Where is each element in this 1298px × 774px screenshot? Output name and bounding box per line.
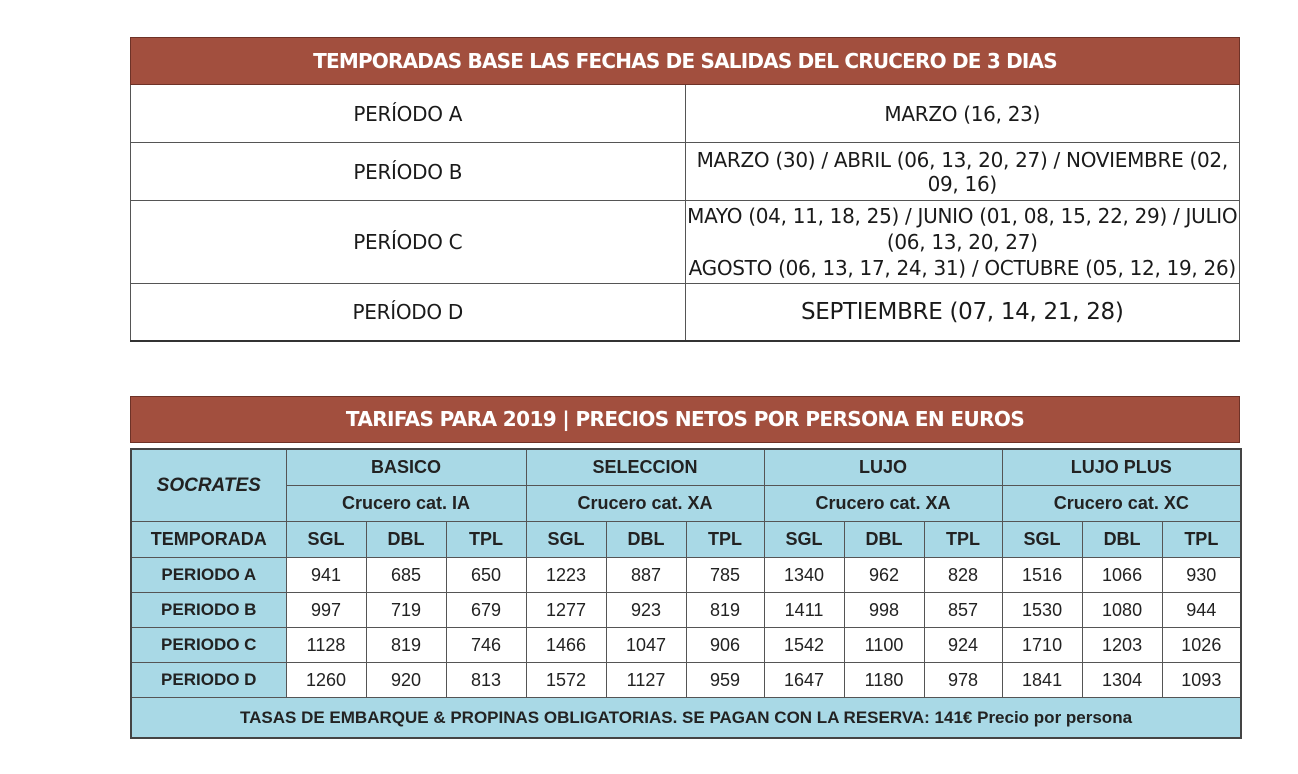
rate-value: 1516 bbox=[1002, 558, 1082, 593]
rate-value: 978 bbox=[924, 663, 1002, 698]
season-column-header: TEMPORADA bbox=[131, 522, 286, 558]
category-name: SELECCION bbox=[526, 449, 764, 486]
rate-value: 924 bbox=[924, 628, 1002, 663]
occupancy-header: SGL bbox=[526, 522, 606, 558]
rate-period: PERIODO A bbox=[131, 558, 286, 593]
hotel-label: SOCRATES bbox=[131, 449, 286, 522]
occupancy-header: SGL bbox=[764, 522, 844, 558]
rate-row bbox=[131, 558, 1241, 593]
rate-value: 1710 bbox=[1002, 628, 1082, 663]
season-row bbox=[131, 284, 1240, 342]
occupancy-header: SGL bbox=[1002, 522, 1082, 558]
rate-row bbox=[131, 628, 1241, 663]
rate-value: 1128 bbox=[286, 628, 366, 663]
rate-value: 930 bbox=[1162, 558, 1241, 593]
rate-value: 1304 bbox=[1082, 663, 1162, 698]
rates-footer-note: TASAS DE EMBARQUE & PROPINAS OBLIGATORIAS. SE PAGAN CON LA RESERVA: 141€ Precio por persona bbox=[131, 698, 1241, 739]
rate-row bbox=[131, 593, 1241, 628]
season-dates-line: MAYO (04, 11, 18, 25) / JUNIO (01, 08, 15, 22, 29) / JULIO (06, 13, 20, 27) bbox=[687, 204, 1238, 254]
rate-value: 1277 bbox=[526, 593, 606, 628]
season-dates: MARZO (30) / ABRIL (06, 13, 20, 27) / NOVIEMBRE (02, 09, 16) bbox=[685, 143, 1240, 201]
occupancy-header: TPL bbox=[1162, 522, 1241, 558]
occupancy-header: DBL bbox=[844, 522, 924, 558]
rate-value: 1841 bbox=[1002, 663, 1082, 698]
category-cabin: Crucero cat. XC bbox=[1002, 486, 1241, 522]
occupancy-header: SGL bbox=[286, 522, 366, 558]
rate-row bbox=[131, 663, 1241, 698]
rate-value: 857 bbox=[924, 593, 1002, 628]
rate-value: 998 bbox=[844, 593, 924, 628]
rate-value: 941 bbox=[286, 558, 366, 593]
season-period: PERÍODO D bbox=[131, 284, 686, 342]
season-row bbox=[131, 201, 1240, 284]
rates-table-title: TARIFAS PARA 2019 | PRECIOS NETOS POR PERSONA EN EUROS bbox=[130, 396, 1240, 443]
rate-value: 906 bbox=[686, 628, 764, 663]
rate-period: PERIODO C bbox=[131, 628, 286, 663]
occupancy-header: DBL bbox=[366, 522, 446, 558]
season-dates: MARZO (16, 23) bbox=[685, 85, 1240, 143]
rate-value: 887 bbox=[606, 558, 686, 593]
season-dates: SEPTIEMBRE (07, 14, 21, 28) bbox=[685, 284, 1240, 342]
rate-value: 1203 bbox=[1082, 628, 1162, 663]
rate-value: 962 bbox=[844, 558, 924, 593]
season-period: PERÍODO B bbox=[131, 143, 686, 201]
category-cabin: Crucero cat. XA bbox=[526, 486, 764, 522]
rate-value: 819 bbox=[686, 593, 764, 628]
rate-value: 1080 bbox=[1082, 593, 1162, 628]
rate-value: 1340 bbox=[764, 558, 844, 593]
season-dates-line: AGOSTO (06, 13, 17, 24, 31) / OCTUBRE (05, 12, 19, 26) bbox=[688, 256, 1236, 280]
occupancy-header: DBL bbox=[1082, 522, 1162, 558]
rate-value: 997 bbox=[286, 593, 366, 628]
rate-value: 944 bbox=[1162, 593, 1241, 628]
category-name: LUJO bbox=[764, 449, 1002, 486]
rate-period: PERIODO D bbox=[131, 663, 286, 698]
rate-value: 1647 bbox=[764, 663, 844, 698]
rate-value: 1047 bbox=[606, 628, 686, 663]
rate-value: 828 bbox=[924, 558, 1002, 593]
rate-period: PERIODO B bbox=[131, 593, 286, 628]
season-row bbox=[131, 143, 1240, 201]
rate-value: 719 bbox=[366, 593, 446, 628]
rate-value: 1530 bbox=[1002, 593, 1082, 628]
rate-value: 746 bbox=[446, 628, 526, 663]
rate-value: 685 bbox=[366, 558, 446, 593]
season-dates bbox=[685, 201, 1240, 284]
category-name: LUJO PLUS bbox=[1002, 449, 1241, 486]
category-cabin: Crucero cat. IA bbox=[286, 486, 526, 522]
rate-value: 959 bbox=[686, 663, 764, 698]
rate-value: 1127 bbox=[606, 663, 686, 698]
rate-value: 1026 bbox=[1162, 628, 1241, 663]
occupancy-header: TPL bbox=[686, 522, 764, 558]
rate-value: 650 bbox=[446, 558, 526, 593]
rate-value: 1223 bbox=[526, 558, 606, 593]
season-row bbox=[131, 85, 1240, 143]
occupancy-header: DBL bbox=[606, 522, 686, 558]
occupancy-header: TPL bbox=[924, 522, 1002, 558]
rate-value: 1411 bbox=[764, 593, 844, 628]
rate-value: 1572 bbox=[526, 663, 606, 698]
rate-value: 920 bbox=[366, 663, 446, 698]
rate-value: 1093 bbox=[1162, 663, 1241, 698]
seasons-table bbox=[130, 37, 1240, 342]
rate-value: 1260 bbox=[286, 663, 366, 698]
season-period: PERÍODO A bbox=[131, 85, 686, 143]
category-name: BASICO bbox=[286, 449, 526, 486]
season-period: PERÍODO C bbox=[131, 201, 686, 284]
rate-value: 813 bbox=[446, 663, 526, 698]
rate-value: 1066 bbox=[1082, 558, 1162, 593]
rate-value: 923 bbox=[606, 593, 686, 628]
rate-value: 1542 bbox=[764, 628, 844, 663]
occupancy-header: TPL bbox=[446, 522, 526, 558]
rates-table bbox=[130, 448, 1242, 739]
category-cabin: Crucero cat. XA bbox=[764, 486, 1002, 522]
rate-value: 785 bbox=[686, 558, 764, 593]
rate-value: 679 bbox=[446, 593, 526, 628]
rate-value: 1100 bbox=[844, 628, 924, 663]
rate-value: 1466 bbox=[526, 628, 606, 663]
seasons-table-title: TEMPORADAS BASE LAS FECHAS DE SALIDAS DEL CRUCERO DE 3 DIAS bbox=[131, 38, 1240, 85]
rate-value: 819 bbox=[366, 628, 446, 663]
rate-value: 1180 bbox=[844, 663, 924, 698]
